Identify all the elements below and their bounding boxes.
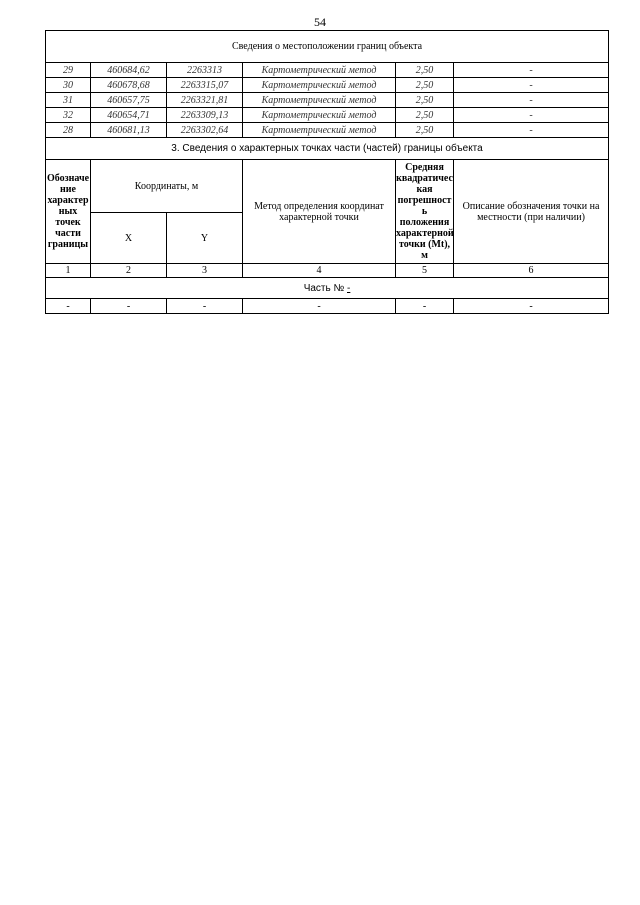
coord-y: 2263321,81 xyxy=(167,93,243,108)
table-title: Сведения о местоположении границ объекта xyxy=(46,31,609,63)
method: Картометрический метод xyxy=(243,93,396,108)
point-number: 31 xyxy=(46,93,91,108)
method: Картометрический метод xyxy=(243,78,396,93)
header-method: Метод определения координат характерной точки xyxy=(243,160,396,264)
table-row xyxy=(46,63,609,78)
description: - xyxy=(454,123,609,138)
coord-y: 2263302,64 xyxy=(167,123,243,138)
empty-cell: - xyxy=(243,299,396,314)
boundary-table xyxy=(45,30,609,314)
header-x: X xyxy=(91,213,167,264)
mt-value: 2,50 xyxy=(396,78,454,93)
description: - xyxy=(454,108,609,123)
column-number: 4 xyxy=(243,264,396,278)
coord-y: 2263315,07 xyxy=(167,78,243,93)
column-number: 5 xyxy=(396,264,454,278)
table-row xyxy=(46,78,609,93)
coord-x: 460657,75 xyxy=(91,93,167,108)
table-row xyxy=(46,108,609,123)
part-label-cell xyxy=(46,278,609,299)
description: - xyxy=(454,63,609,78)
header-mt: Средняя квадратичес кая погрешност ь положения характерной точки (Mt), м xyxy=(396,160,454,264)
coord-x: 460681,13 xyxy=(91,123,167,138)
mt-value: 2,50 xyxy=(396,93,454,108)
coord-x: 460654,71 xyxy=(91,108,167,123)
method: Картометрический метод xyxy=(243,108,396,123)
column-number: 6 xyxy=(454,264,609,278)
header-coordinates: Координаты, м xyxy=(91,160,243,213)
empty-cell: - xyxy=(46,299,91,314)
header-description: Описание обозначения точки на местности (при наличии) xyxy=(454,160,609,264)
table-row xyxy=(46,299,609,314)
part-label: Часть № xyxy=(303,282,347,294)
method: Картометрический метод xyxy=(243,123,396,138)
description: - xyxy=(454,78,609,93)
coord-y: 2263309,13 xyxy=(167,108,243,123)
page-number: 54 xyxy=(314,15,326,29)
table-row xyxy=(46,123,609,138)
empty-cell: - xyxy=(167,299,243,314)
empty-cell: - xyxy=(396,299,454,314)
column-number: 2 xyxy=(91,264,167,278)
column-number-row xyxy=(46,264,609,278)
mt-value: 2,50 xyxy=(396,63,454,78)
coord-x: 460678,68 xyxy=(91,78,167,93)
point-number: 30 xyxy=(46,78,91,93)
coord-x: 460684,62 xyxy=(91,63,167,78)
mt-value: 2,50 xyxy=(396,123,454,138)
empty-cell: - xyxy=(91,299,167,314)
section-title: 3. Сведения о характерных точках части (частей) границы объекта xyxy=(46,138,609,160)
coord-y: 2263313 xyxy=(167,63,243,78)
table-row xyxy=(46,93,609,108)
header-designation: Обозначе ние характер ных точек части границы xyxy=(46,160,91,264)
point-number: 29 xyxy=(46,63,91,78)
method: Картометрический метод xyxy=(243,63,396,78)
header-y: Y xyxy=(167,213,243,264)
column-number: 1 xyxy=(46,264,91,278)
part-value: - xyxy=(347,282,351,294)
empty-cell: - xyxy=(454,299,609,314)
description: - xyxy=(454,93,609,108)
mt-value: 2,50 xyxy=(396,108,454,123)
point-number: 28 xyxy=(46,123,91,138)
point-number: 32 xyxy=(46,108,91,123)
column-number: 3 xyxy=(167,264,243,278)
